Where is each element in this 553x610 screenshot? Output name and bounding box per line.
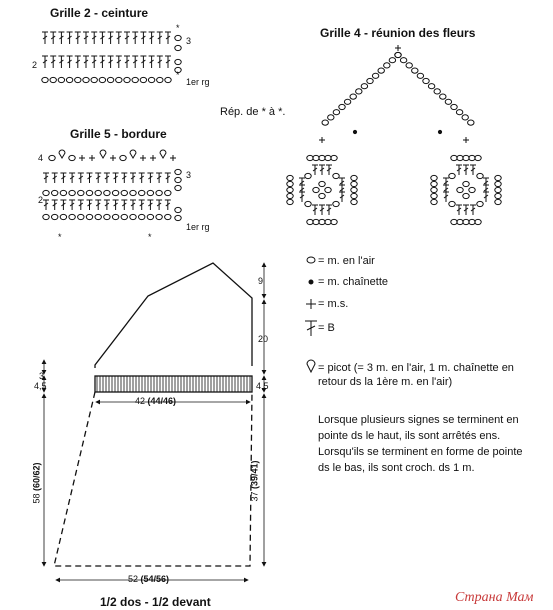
chain-stitch [175,185,181,190]
chain-stitch [116,77,122,82]
dc-stitch [75,32,81,44]
chain-stitch [350,94,356,99]
chain-stitch [175,207,181,212]
sc-stitch [319,137,325,143]
chain-stitch [463,193,469,198]
dc-stitch [132,56,138,68]
dc-stitch [116,32,122,44]
repeat-note: Rép. de * à *. [220,106,286,118]
flower-motif [431,155,501,224]
chain-stitch [344,99,350,104]
chain-stitch [104,214,110,219]
chain-stitch [477,201,483,206]
chain-stitch [431,193,437,198]
chain-stitch [156,214,162,219]
dc-stitch [165,56,171,68]
dc-stitch [130,173,136,183]
chain-stitch [449,173,455,178]
dc-stitch [50,32,56,44]
chain-stitch [469,155,475,160]
dc-stitch [87,200,93,210]
dc-stitch [139,173,145,183]
chain-stitch [165,77,171,82]
chain-stitch [175,67,181,72]
dc-stitch [58,32,64,44]
dc-stitch [339,192,345,202]
dc-stitch [156,200,162,210]
chain-stitch [328,115,334,120]
grille4-title: Grille 4 - réunion des fleurs [320,26,476,40]
grille2-star-bottom: * [176,70,180,80]
legend-sc-text: = m.s. [318,298,349,310]
chain-stitch [495,187,501,192]
chain-stitch [78,190,84,195]
chain-stitch [124,77,130,82]
chain-stitch [417,73,423,78]
dc-stitch [108,56,114,68]
chain-stitch-icon [307,257,315,263]
dc-stitch [149,32,155,44]
chain-stitch [86,214,92,219]
dc-stitch [299,192,305,202]
chain-stitch [132,77,138,82]
picot-stitch [100,150,106,158]
chain-stitch [333,201,339,206]
chain-stitch [69,214,75,219]
chain-stitch [287,175,293,180]
grille2-title: Grille 2 - ceinture [50,6,149,20]
dc-stitch [319,165,325,175]
dim-20: 20 [258,334,269,344]
dc-stitch [50,56,56,68]
chain-stitch [165,190,171,195]
chain-stitch [130,190,136,195]
chain-stitch [475,219,481,224]
chain-stitch [475,155,481,160]
chain-stitch [331,155,337,160]
dc-stitch [60,200,66,210]
chain-stitch [325,155,331,160]
chain-stitch [495,193,501,198]
skirt-outline [54,392,252,566]
chain-stitch [339,104,345,109]
dc-stitch [104,173,110,183]
dc-stitch [147,200,153,210]
sc-icon [306,299,316,309]
dim-37: 37 (39/41) [249,460,260,502]
dc-stitch [149,56,155,68]
chain-stitch [52,214,58,219]
chain-stitch [305,173,311,178]
dc-stitch [470,165,476,175]
chain-stitch [104,190,110,195]
chain-stitch [307,155,313,160]
dc-stitch [470,205,476,215]
chain-stitch [42,77,48,82]
chain-stitch [60,190,66,195]
dc-stitch [95,200,101,210]
sc-stitch [79,155,85,161]
chain-stitch [75,77,81,82]
chain-stitch [351,199,357,204]
chain-stitch [495,181,501,186]
chain-stitch [477,173,483,178]
legend-picot-text-1: = picot (= 3 m. en l'air, 1 m. chaînette en [318,362,514,374]
dc-stitch [130,200,136,210]
chain-stitch [331,219,337,224]
chain-stitch [495,175,501,180]
chain-stitch [463,219,469,224]
dim-3: 3 [39,371,45,381]
chain-stitch [319,155,325,160]
chain-stitch [121,214,127,219]
legend-picot-text-2: retour ds la 1ère m. en l'air) [318,376,453,388]
dc-stitch [165,200,171,210]
chain-stitch [468,120,474,125]
chain-stitch [456,110,462,115]
picot-icon [307,360,315,372]
picot-stitch [130,150,136,158]
chain-stitch [451,219,457,224]
dc-stitch [52,173,58,183]
chain-stitch [325,219,331,224]
belt-band [95,376,252,392]
chain-stitch [367,78,373,83]
chain-stitch [457,219,463,224]
dc-stitch [157,32,163,44]
chain-stitch [307,219,313,224]
dc-stitch [157,56,163,68]
dc-stitch [42,56,48,68]
dc-stitch [456,205,462,215]
chain-stitch [325,187,331,192]
dc-stitch [91,56,97,68]
grille5-star-left: * [58,232,62,242]
dc-stitch [463,165,469,175]
dc-stitch [78,173,84,183]
grille2-star-top: * [176,23,180,33]
dc-stitch [165,173,171,183]
chain-stitch [148,77,154,82]
chain-stitch [112,190,118,195]
chain-stitch [457,155,463,160]
slip-stitch [438,130,441,133]
dc-stitch [456,165,462,175]
chain-stitch [50,77,56,82]
chain-stitch [112,214,118,219]
chain-stitch [58,77,64,82]
dc-stitch [132,32,138,44]
dim-52: 52 (54/56) [128,574,170,584]
dc-stitch [463,205,469,215]
dc-stitch [312,165,318,175]
dc-stitch [483,192,489,202]
chain-stitch [356,89,362,94]
chain-stitch [287,193,293,198]
chain-stitch [165,214,171,219]
sc-stitch [89,155,95,161]
chain-stitch [121,190,127,195]
chain-stitch [95,214,101,219]
dc-stitch [78,200,84,210]
dc-stitch [69,200,75,210]
chain-stitch [78,214,84,219]
grille2-row1-label: 1er rg [186,77,210,87]
chain-stitch [139,214,145,219]
dc-stitch [113,173,119,183]
watermark: Страна Мам [455,590,534,605]
legend-chain-text: = m. en l'air [318,255,375,267]
dc-stitch [67,32,73,44]
dc-stitch [156,173,162,183]
chain-stitch [319,219,325,224]
chain-stitch [140,77,146,82]
dc-stitch [99,32,105,44]
chain-stitch [52,190,58,195]
dc-stitch [124,56,130,68]
dc-stitch [116,56,122,68]
chain-stitch [319,181,325,186]
dc-stitch [443,192,449,202]
chain-stitch [157,77,163,82]
dc-stitch [147,173,153,183]
dc-stitch [124,32,130,44]
chain-stitch [287,187,293,192]
flower-motif [287,155,357,224]
dc-stitch [67,56,73,68]
chain-stitch [95,190,101,195]
sc-stitch [463,137,469,143]
legend-symbols [305,257,317,372]
dc-stitch [312,205,318,215]
slip-stitch-icon [309,280,313,284]
dc-icon [305,321,317,336]
grille5-row4-label: 4 [38,153,44,163]
dc-stitch [58,56,64,68]
chain-stitch [305,201,311,206]
dc-stitch [83,56,89,68]
dc-stitch [43,173,49,183]
chain-stitch [431,187,437,192]
dc-stitch [83,32,89,44]
chain-stitch [175,45,181,50]
chain-stitch [378,68,384,73]
chain-stitch [451,104,457,109]
dimension-lines [44,263,264,580]
dc-stitch [326,165,332,175]
chain-stitch [69,155,75,160]
chain-stitch [86,190,92,195]
dc-stitch [121,173,127,183]
chain-stitch [43,214,49,219]
chain-stitch [395,52,401,57]
chain-stitch [406,63,412,68]
grille5-row1-label: 1er rg [186,222,210,232]
sc-stitch [110,155,116,161]
dim-42: 42 (44/46) [135,396,177,406]
dc-stitch [95,173,101,183]
chain-stitch [91,77,97,82]
grille5-row3-label: 3 [186,170,192,180]
chain-stitch [351,181,357,186]
chain-stitch [469,219,475,224]
chain-stitch [463,181,469,186]
chain-stitch [384,63,390,68]
chain-stitch [69,190,75,195]
chain-stitch [449,201,455,206]
dc-stitch [91,32,97,44]
grille2-chart [42,32,181,83]
chain-stitch [469,187,475,192]
chain-stitch [43,190,49,195]
chain-stitch [175,35,181,40]
grille2-row3-label: 3 [186,36,192,46]
chain-stitch [99,77,105,82]
chain-stitch [287,181,293,186]
dim-4-5-left: 4,5 [34,381,47,391]
dc-stitch [113,200,119,210]
chain-stitch [175,177,181,182]
chain-stitch [60,214,66,219]
dc-stitch [108,32,114,44]
grille5-chart [43,150,181,221]
dc-stitch [121,200,127,210]
chain-stitch [351,193,357,198]
dim-9: 9 [258,276,264,286]
chain-stitch [440,94,446,99]
grille5-star-right: * [148,232,152,242]
chain-stitch [431,199,437,204]
chain-stitch [428,84,434,89]
garment-schema [54,263,252,566]
chain-stitch [423,78,429,83]
chain-stitch [351,187,357,192]
dc-stitch [42,32,48,44]
dc-stitch [60,173,66,183]
dc-stitch [319,205,325,215]
chain-stitch [120,155,126,160]
chain-stitch [431,181,437,186]
sc-stitch [150,155,156,161]
dc-stitch [69,173,75,183]
chain-stitch [313,187,319,192]
chain-stitch [49,155,55,160]
chain-stitch [147,214,153,219]
chain-stitch [495,199,501,204]
grille5-title: Grille 5 - bordure [70,127,167,141]
bodice-outline [95,263,252,368]
sc-stitch [140,155,146,161]
dc-stitch [165,32,171,44]
chain-stitch [361,84,367,89]
chain-stitch [457,187,463,192]
legend-slip-text: = m. chaînette [318,276,389,288]
chain-stitch [130,214,136,219]
legend-dc-text: = B [318,322,335,334]
chain-stitch [322,120,328,125]
chain-stitch [400,58,406,63]
sc-stitch [170,155,176,161]
chain-stitch [147,190,153,195]
chain-stitch [462,115,468,120]
chain-stitch [313,219,319,224]
picot-stitch [160,150,166,158]
chain-stitch [313,155,319,160]
dc-stitch [99,56,105,68]
chain-stitch [107,77,113,82]
chain-stitch [451,155,457,160]
dc-stitch [140,56,146,68]
chain-stitch [434,89,440,94]
dc-stitch [326,205,332,215]
chain-stitch [463,155,469,160]
picot-stitch [59,150,65,158]
dim-4-5-right: 4,5 [256,381,269,391]
grille2-row2-label: 2 [32,60,38,70]
dc-stitch [75,56,81,68]
dc-stitch [104,200,110,210]
chain-stitch [287,199,293,204]
dc-stitch [87,173,93,183]
chain-stitch [139,190,145,195]
chain-stitch [83,77,89,82]
chain-stitch [66,77,72,82]
dc-stitch [43,200,49,210]
grille5-row2-label: 2 [38,195,44,205]
chain-stitch [351,175,357,180]
dc-stitch [140,32,146,44]
chain-stitch [445,99,451,104]
grille4-chart [287,45,501,225]
chain-stitch [175,59,181,64]
chain-stitch [389,58,395,63]
dc-stitch [139,200,145,210]
dim-58: 58 (60/62) [31,462,42,504]
dc-stitch [52,200,58,210]
slip-stitch [353,130,356,133]
chain-stitch [175,215,181,220]
chain-stitch [412,68,418,73]
chain-stitch [333,173,339,178]
chain-stitch [372,73,378,78]
chain-stitch [333,110,339,115]
chain-stitch [431,175,437,180]
chain-stitch [175,169,181,174]
schema-caption: 1/2 dos - 1/2 devant [100,595,211,609]
chain-stitch [156,190,162,195]
sc-stitch [395,45,401,51]
construction-note: Lorsque plusieurs signes se terminent en pointe ds le haut, ils sont arrêtés ens. Lorsqu'ils se terminent en forme de pointe ds le bas, ils sont croch. ds 1 m. [318,414,523,474]
chain-stitch [319,193,325,198]
